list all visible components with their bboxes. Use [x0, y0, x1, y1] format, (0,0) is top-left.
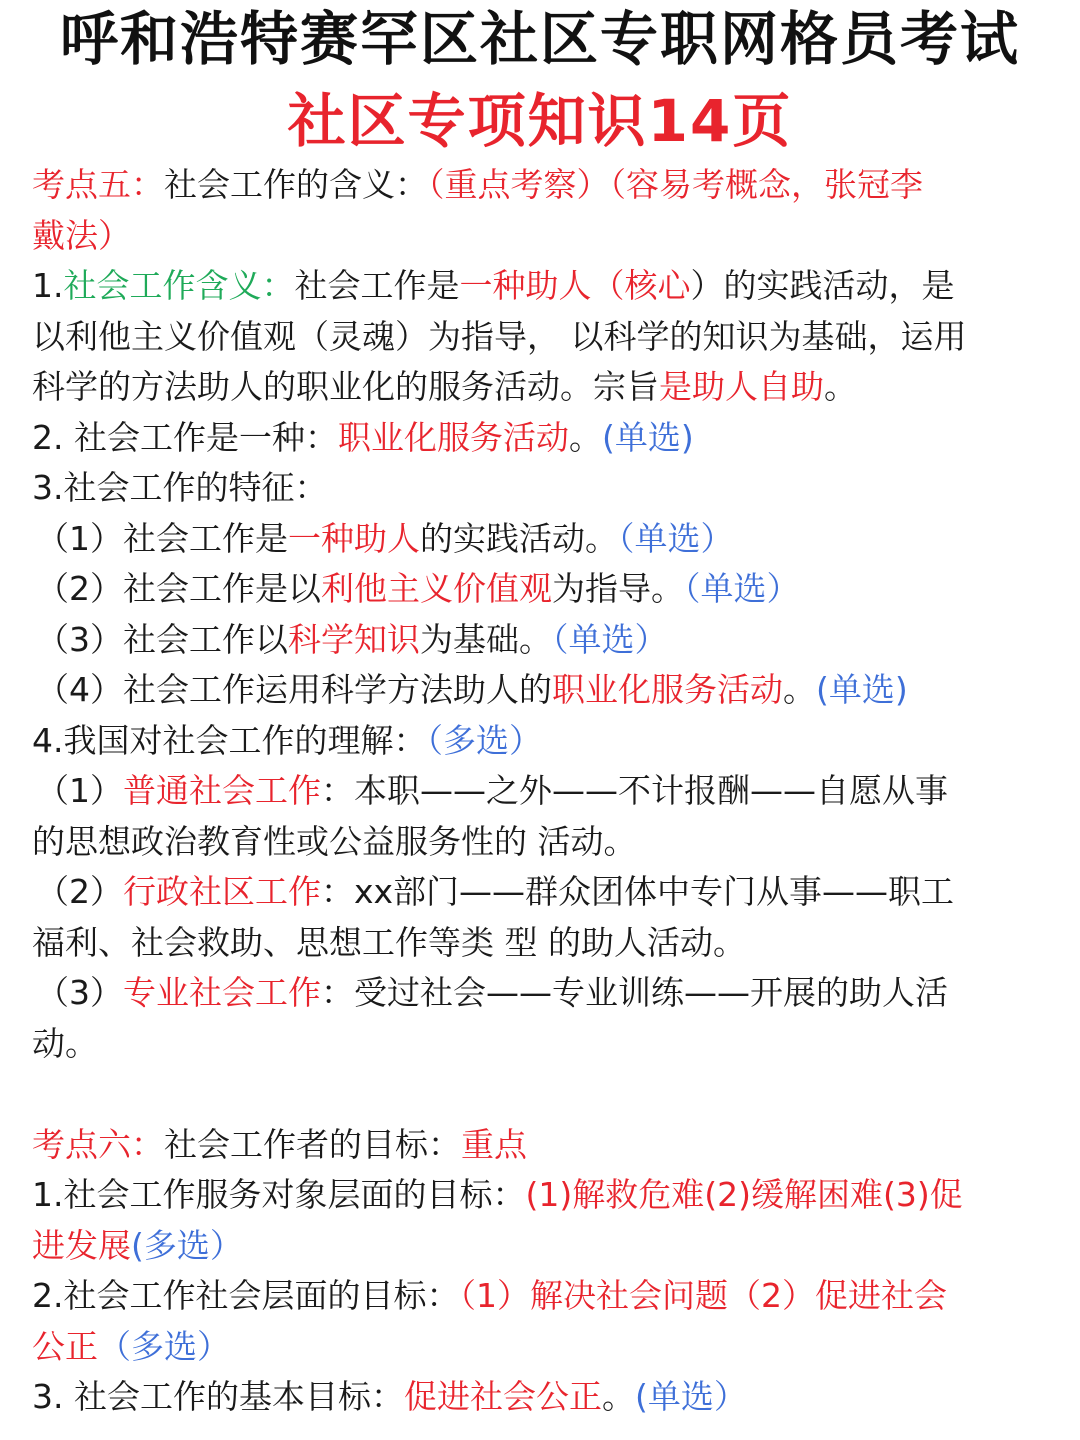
highlight-text: 普通社会工作	[123, 771, 321, 810]
highlight-text: 促进社会公正	[403, 1377, 602, 1416]
highlight-text: 科学知识	[288, 619, 420, 659]
highlight-text: 利他主义价值观	[321, 569, 552, 608]
body-text: 。	[601, 1377, 635, 1416]
question-type-tag: (多选）	[131, 1225, 243, 1265]
text-line	[32, 615, 1062, 666]
highlight-text: 考点五：	[32, 165, 164, 204]
question-type-tag: （单选）	[684, 569, 800, 608]
question-type-tag: （单选）	[552, 619, 668, 659]
body-text: 社会工作者的目标：	[164, 1124, 461, 1164]
question-type-tag: （多选）	[98, 1326, 230, 1366]
highlight-text: 职业化服务活动	[552, 670, 783, 709]
body-text: （1）社会工作是	[36, 518, 288, 558]
body-text: 3.社会工作的特征：	[32, 468, 328, 507]
text-line	[32, 665, 1062, 716]
body-text: 1.社会工作服务对象层面的目标：	[32, 1175, 526, 1214]
text-line	[32, 160, 1062, 211]
body-text: 的实践活动。	[420, 518, 618, 558]
highlight-text: 一种助人（核心	[459, 266, 691, 305]
highlight-text: （1）解决社会问题（2）促进社会	[459, 1276, 947, 1315]
body-text: 。	[824, 367, 857, 406]
body-text: 为指导。	[552, 569, 684, 608]
text-line	[32, 918, 1062, 969]
body-text: （2）社会工作是以	[36, 569, 321, 608]
text-line	[32, 514, 1062, 565]
highlight-text: 进发展	[32, 1225, 131, 1265]
text-line	[32, 1322, 1062, 1373]
body-text: 2. 社会工作是一种：	[32, 417, 338, 457]
document-title: 呼和浩特赛罕区社区专职网格员考试	[59, 5, 1020, 73]
text-line	[32, 1271, 1062, 1322]
term-label: 社会工作含义：	[63, 266, 295, 305]
body-text: （2）	[36, 872, 123, 911]
text-line	[32, 1221, 1062, 1272]
body-text: ）的实践活动，是	[690, 266, 955, 305]
text-line	[32, 413, 1062, 464]
text-line	[32, 817, 1062, 868]
body-text: （3）	[36, 973, 123, 1012]
body-text: （3）社会工作以	[36, 619, 288, 659]
highlight-text: 职业化服务活动	[337, 417, 569, 457]
document-body	[32, 160, 1062, 1423]
body-text: 为基础。	[420, 619, 552, 659]
body-text: ：xx部门——群众团体中专门从事——职工	[321, 872, 955, 911]
text-line	[32, 716, 1062, 767]
body-text: 的思想政治教育性或公益服务性的 活动。	[32, 821, 637, 861]
highlight-text: 专业社会工作	[123, 973, 321, 1012]
highlight-text: 戴法）	[32, 215, 131, 255]
text-line	[32, 766, 1062, 817]
text-line	[32, 1120, 1062, 1171]
body-text: 社会工作的含义：	[164, 165, 428, 204]
document-subtitle: 社区专项知识14页	[287, 87, 793, 155]
body-text: （4）社会工作运用科学方法助人的	[36, 670, 552, 709]
body-text: 1.	[32, 266, 64, 305]
body-text: 科学的方法助人的职业化的服务活动。宗旨	[32, 367, 659, 406]
body-text: 社会工作是	[294, 266, 460, 305]
text-line	[32, 312, 1062, 363]
text-line	[32, 1019, 1062, 1070]
highlight-text: (1)解救危难(2)缓解困难(3)促	[525, 1175, 963, 1214]
body-text: 4.我国对社会工作的理解：	[32, 720, 427, 760]
text-line	[32, 1170, 1062, 1221]
highlight-text: 重点	[461, 1124, 527, 1164]
body-text: 。	[783, 670, 816, 709]
text-line	[32, 211, 1062, 262]
blank-line	[32, 1069, 1062, 1120]
text-line	[32, 463, 1062, 514]
text-line	[32, 261, 1062, 312]
question-type-tag: (单选)	[816, 670, 908, 709]
body-text: ：本职——之外——不计报酬——自愿从事	[321, 771, 948, 810]
highlight-text: （重点考察）（容易考概念，张冠李	[428, 165, 923, 204]
question-type-tag: （多选）	[426, 720, 542, 760]
text-line	[32, 362, 1062, 413]
body-text: 动。	[32, 1023, 98, 1063]
body-text: 以利他主义价值观（灵魂）为指导， 以科学的知识为基础，运用	[32, 316, 967, 356]
text-line	[32, 867, 1062, 918]
body-text: 福利、社会救助、思想工作等类 型 的助人活动。	[32, 922, 746, 962]
body-text: 2.社会工作社会层面的目标：	[32, 1276, 460, 1315]
body-text: （1）	[36, 771, 123, 810]
highlight-text: 是助人自助	[659, 367, 824, 406]
highlight-text: 公正	[32, 1326, 98, 1366]
body-text: ：受过社会——专业训练——开展的助人活	[321, 973, 948, 1012]
question-type-tag: (单选)	[601, 417, 694, 457]
body-text: 。	[568, 417, 602, 457]
text-line	[32, 968, 1062, 1019]
body-text: 3. 社会工作的基本目标：	[32, 1377, 404, 1416]
question-type-tag: （单选）	[618, 518, 734, 558]
highlight-text: 一种助人	[288, 518, 420, 558]
highlight-text: 考点六：	[32, 1124, 164, 1164]
highlight-text: 行政社区工作	[123, 872, 321, 911]
text-line	[32, 564, 1062, 615]
text-line	[32, 1372, 1062, 1423]
question-type-tag: (单选）	[634, 1377, 747, 1416]
